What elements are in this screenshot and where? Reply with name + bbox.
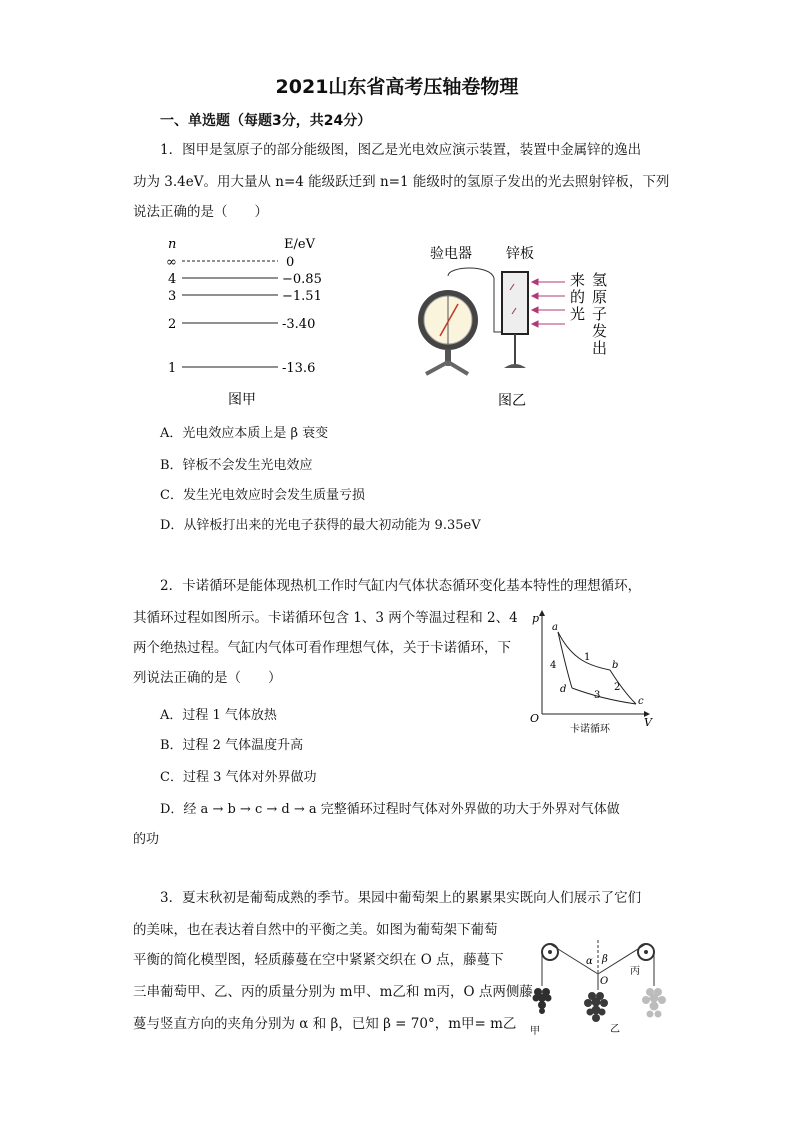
e-axis-label: E/eV [284,237,315,252]
grape-bing [642,988,666,1018]
q2-option-a[interactable]: A．过程 1 气体放热 [160,708,277,723]
zinc-plate-label: 锌板 [506,246,534,262]
level-e-3: −1.51 [282,289,322,304]
axis-v-label: V [644,716,652,729]
q1-line-3: 说法正确的是（ ） [133,204,268,220]
process-4-curve [558,632,572,688]
q2-option-d[interactable]: D．经 a → b → c → d → a 完整循环过程时气体对外界做的功大于外界对气体做 [160,802,620,817]
angle-beta: β [602,954,608,965]
q2-line-1: 2．卡诺循环是能体现热机工作时气缸内气体状态循环变化基本特性的理想循环， [160,578,642,594]
q2-option-b[interactable]: B．过程 2 气体温度升高 [160,738,304,753]
label-jia: 甲 [530,1026,540,1037]
grape-jia [533,988,552,1014]
level-n-4: 4 [168,272,177,287]
fig-b-caption: 图乙 [498,393,526,409]
photoelectric-apparatus [410,238,620,413]
zinc-plate [502,272,528,334]
page-title: 2021山东省高考压轴卷物理 [275,76,519,98]
level-n-2: 2 [168,317,177,332]
process-3-curve [572,688,636,704]
carnot-caption: 卡诺循环 [570,724,610,735]
light-label-a: 来的光 [570,271,586,323]
q1-option-a[interactable]: A．光电效应本质上是 β 衰变 [160,426,329,441]
level-n-inf: ∞ [166,255,177,270]
plate-base [504,364,526,368]
angle-alpha: α [586,956,593,967]
level-e-inf: 0 [286,255,295,270]
q2-line-3: 两个绝热过程。气缸内气体可看作理想气体，关于卡诺循环，下 [133,640,511,656]
q2-line-4: 列说法正确的是（ ） [133,670,282,686]
q1-line-1: 1．图甲是氢原子的部分能级图，图乙是光电效应演示装置，装置中金属锌的逸出 [160,142,642,158]
process-1-label: 1 [584,652,591,663]
q2-option-c[interactable]: C．过程 3 气体对外界做功 [160,770,317,785]
axis-p-label: p [532,612,540,625]
electroscope-label: 验电器 [430,246,472,262]
level-n-1: 1 [168,361,177,376]
q1-option-b[interactable]: B．锌板不会发生光电效应 [160,458,313,473]
q2-option-d-cont: 的功 [133,832,160,847]
fig-a-caption: 图甲 [228,392,256,408]
process-3-label: 3 [594,690,601,701]
q3-line-5: 蔓与竖直方向的夹角分别为 α 和 β，已知 β = 70°，m甲= m乙 [133,1016,517,1032]
label-bing: 丙 [630,966,640,977]
point-a: a [552,622,558,633]
label-yi: 乙 [610,1024,620,1035]
process-2-label: 2 [614,682,621,693]
point-o: O [600,976,609,987]
energy-level-diagram [160,232,340,412]
q1-line-2: 功为 3.4eV。用大量从 n=4 能级跃迁到 n=1 能级时的氢原子发出的光去照射锌板，下列 [133,174,670,190]
carnot-cycle-diagram [528,606,658,736]
grape-yi [584,992,608,1022]
section-heading: 一、单选题（每题3分，共24分） [160,113,372,129]
q3-line-1: 3．夏末秋初是葡萄成熟的季节。果园中葡萄架上的累累果实既向人们展示了它们 [160,890,642,906]
light-label-b: 氢原子发出 [592,271,608,357]
point-b: b [612,660,619,671]
q3-line-2: 的美味，也在表达着自然中的平衡之美。如图为葡萄架下葡萄 [133,922,498,938]
q2-line-2: 其循环过程如图所示。卡诺循环包含 1、3 两个等温过程和 2、4 [133,610,518,626]
electroscope-tripod [426,362,468,374]
incident-light-rays [532,279,565,327]
q1-option-c[interactable]: C．发生光电效应时会发生质量亏损 [160,488,365,503]
level-e-1: -13.6 [282,361,316,376]
level-e-4: −0.85 [282,272,322,287]
q3-line-3: 平衡的简化模型图，轻质藤蔓在空中紧紧交织在 O 点，藤蔓下 [133,952,504,968]
process-4-label: 4 [550,660,557,671]
origin-label: O [530,712,540,725]
level-e-2: -3.40 [282,317,316,332]
point-c: c [638,696,644,707]
grape-balance-diagram [528,934,668,1046]
q1-option-d[interactable]: D．从锌板打出来的光电子获得的最大初动能为 9.35eV [160,518,481,533]
point-d: d [560,684,567,695]
level-n-3: 3 [168,289,177,304]
n-axis-label: n [168,237,177,252]
p-axis-arrow [539,610,545,616]
q3-line-4: 三串葡萄甲、乙、丙的质量分别为 m甲、m乙和 m丙，O 点两侧藤 [133,984,533,1000]
electroscope-stand [445,350,451,362]
